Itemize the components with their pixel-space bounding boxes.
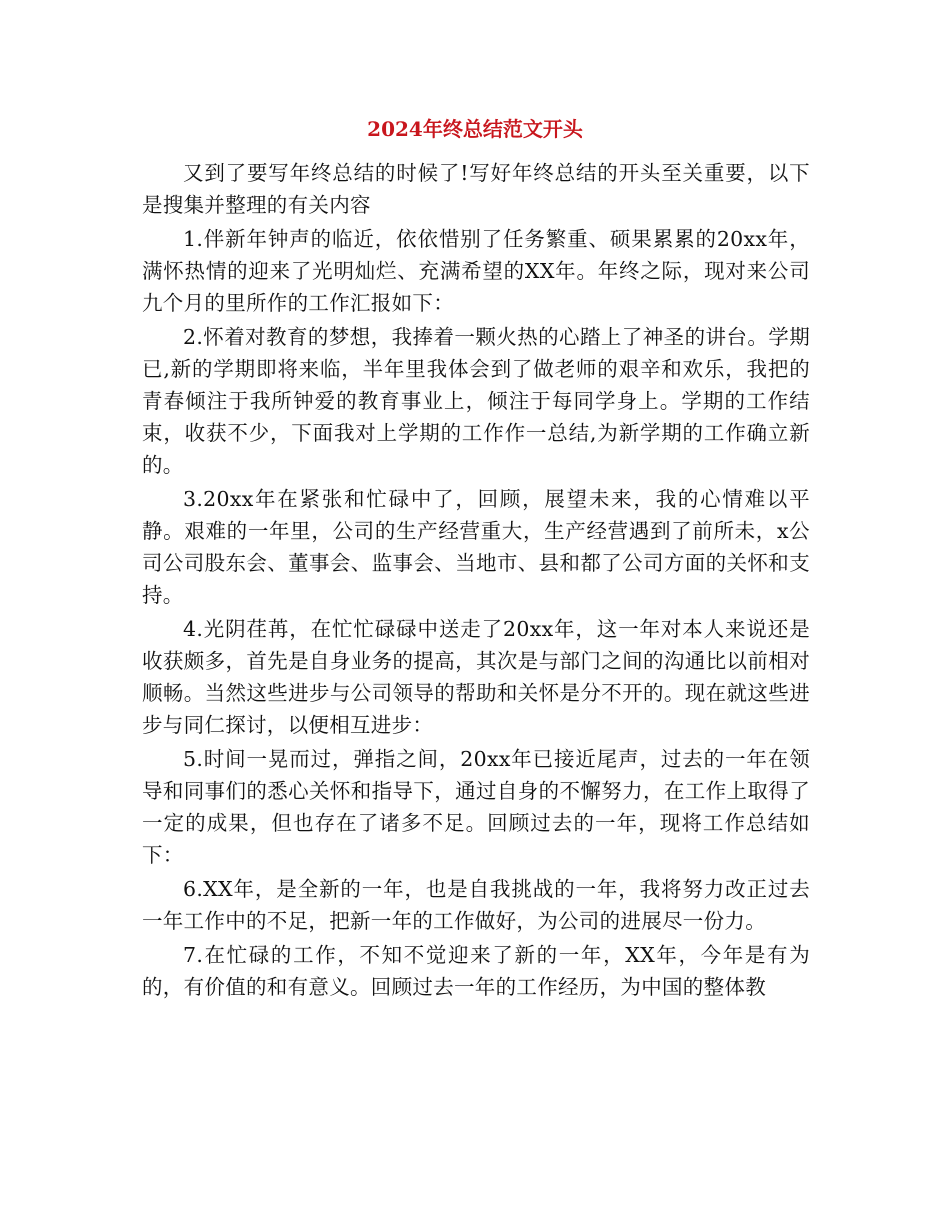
paragraph-intro: 又到了要写年终总结的时候了!写好年终总结的开头至关重要，以下是搜集并整理的有关内容	[142, 161, 810, 217]
paragraph-3: 3.20xx年在紧张和忙碌中了，回顾，展望未来，我的心情难以平静。艰难的一年里，公司的生产经营重大，生产经营遇到了前所未，x公司公司股东会、董事会、监事会、当地市、县和都了公司方面的关怀和支持。	[142, 487, 810, 607]
paragraph-5: 5.时间一晃而过，弹指之间，20xx年已接近尾声，过去的一年在领导和同事们的悉心关怀和指导下，通过自身的不懈努力，在工作上取得了一定的成果，但也存在了诸多不足。回顾过去的一年，现将工作总结如下：	[142, 747, 810, 867]
paragraph-2: 2.怀着对教育的梦想，我捧着一颗火热的心踏上了神圣的讲台。学期已,新的学期即将来临，半年里我体会到了做老师的艰辛和欢乐，我把的青春倾注于我所钟爱的教育事业上，倾注于每同学身上。学期的工作结束，收获不少，下面我对上学期的工作作一总结,为新学期的工作确立新的。	[142, 325, 810, 477]
paragraph-4: 4.光阴荏苒，在忙忙碌碌中送走了20xx年，这一年对本人来说还是收获颇多，首先是自身业务的提高，其次是与部门之间的沟通比以前相对顺畅。当然这些进步与公司领导的帮助和关怀是分不开的。现在就这些进步与同仁探讨，以便相互进步：	[142, 617, 810, 737]
paragraph-6: 6.XX年，是全新的一年，也是自我挑战的一年，我将努力改正过去一年工作中的不足，把新一年的工作做好，为公司的进展尽一份力。	[142, 877, 810, 933]
document-body	[142, 157, 810, 1005]
document-title: 2024年终总结范文开头	[367, 117, 583, 141]
paragraph-1: 1.伴新年钟声的临近，依依惜别了任务繁重、硕果累累的20xx年，满怀热情的迎来了光明灿烂、充满希望的XX年。年终之际，现对来公司九个月的里所作的工作汇报如下：	[142, 227, 810, 315]
paragraph-7: 7.在忙碌的工作，不知不觉迎来了新的一年，XX年，今年是有为的，有价值的和有意义。回顾过去一年的工作经历，为中国的整体教	[142, 943, 810, 999]
